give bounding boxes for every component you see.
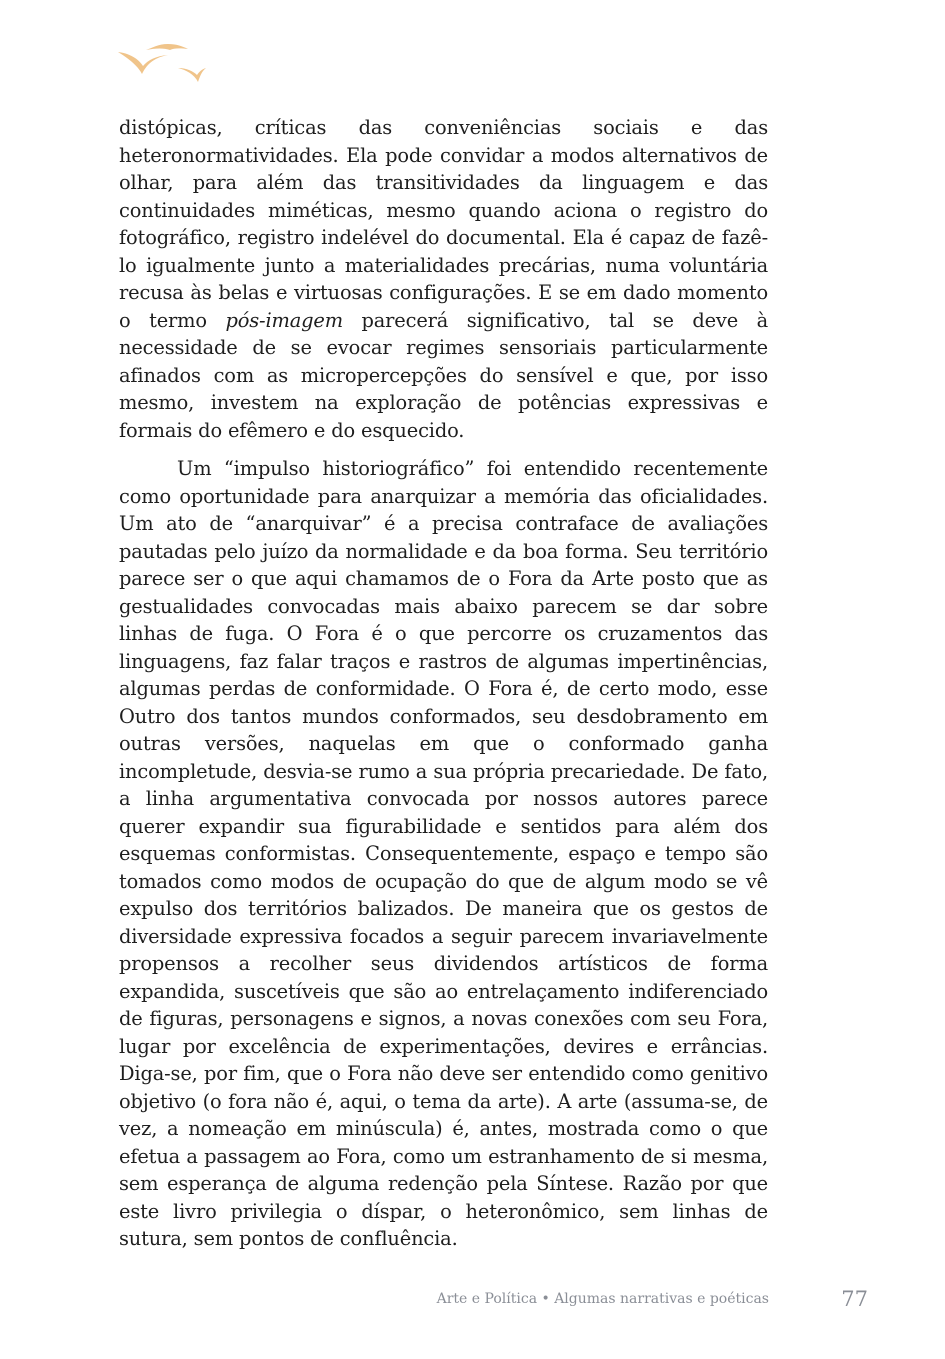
bird-icon <box>118 52 168 74</box>
running-title: Arte e Política • Algumas narrativas e poéticas <box>436 1291 769 1307</box>
page-number: 77 <box>841 1287 868 1311</box>
paragraph: distópicas, críticas das conveniências sociais e das heteronormatividades. Ela pode convidar a modos alternativos de olhar, para além das transitividades da linguagem e das continuidades miméticas, mesmo quando aciona o registro do fotográfico, registro indelével do documental. Ela é capaz de fazê-lo igualmente junto a materialidades precárias, numa voluntária recusa às belas e virtuosas configurações. E se em dado momento o termo pós-imagem parecerá significativo, tal se deve à necessidade de se evocar regimes sensoriais particularmente afinados com as micropercepções do sensível e que, por isso mesmo, investem na exploração de potências expressivas e formais do efêmero e do esquecido. <box>119 116 768 442</box>
body-text <box>119 114 768 1253</box>
birds-logo-icon <box>116 38 208 86</box>
bird-icon <box>146 44 188 50</box>
bird-icon <box>178 68 206 82</box>
paragraph: Um “impulso historiográfico” foi entendido recentemente como oportunidade para anarquizar a memória das oficialidades. Um ato de “anarquivar” é a precisa contraface de avaliações pautadas pelo juízo da normalidade e da boa forma. Seu território parece ser o que aqui chamamos de o Fora da Arte posto que as gestualidades convocadas mais abaixo parecem se dar sobre linhas de fuga. O Fora é o que percorre os cruzamentos das linguagens, faz falar traços e rastros de algumas impertinências, algumas perdas de conformidade. O Fora é, de certo modo, esse Outro dos tantos mundos conformados, seu desdobramento em outras versões, naquelas em que o conformado ganha incompletude, desvia-se rumo a sua própria precariedade. De fato, a linha argumentativa convocada por nossos autores parece querer expandir sua figurabilidade e sentidos para além dos esquemas conformistas. Consequentemente, espaço e tempo são tomados como modos de ocupação do que de algum modo se vê expulso dos territórios balizados. De maneira que os gestos de diversidade expressiva focados a seguir parecem invariavelmente propensos a recolher seus dividendos artísticos de forma expandida, suscetíveis que são ao entrelaçamento indiferenciado de figuras, personagens e signos, a novas conexões com seu Fora, lugar por excelência de experimentações, devires e errâncias. Diga-se, por fim, que o Fora não deve ser entendido como genitivo objetivo (o fora não é, aqui, o tema da arte). A arte (assuma-se, de vez, a nomeação em minúscula) é, antes, mostrada como o que efetua a passagem ao Fora, como um estranhamento de si mesma, sem esperança de alguma redenção pela Síntese. Razão por que este livro privilegia o díspar, o heteronômico, sem linhas de sutura, sem pontos de confluência. <box>119 457 768 1250</box>
emphasized-term: pós-imagem <box>225 308 343 332</box>
